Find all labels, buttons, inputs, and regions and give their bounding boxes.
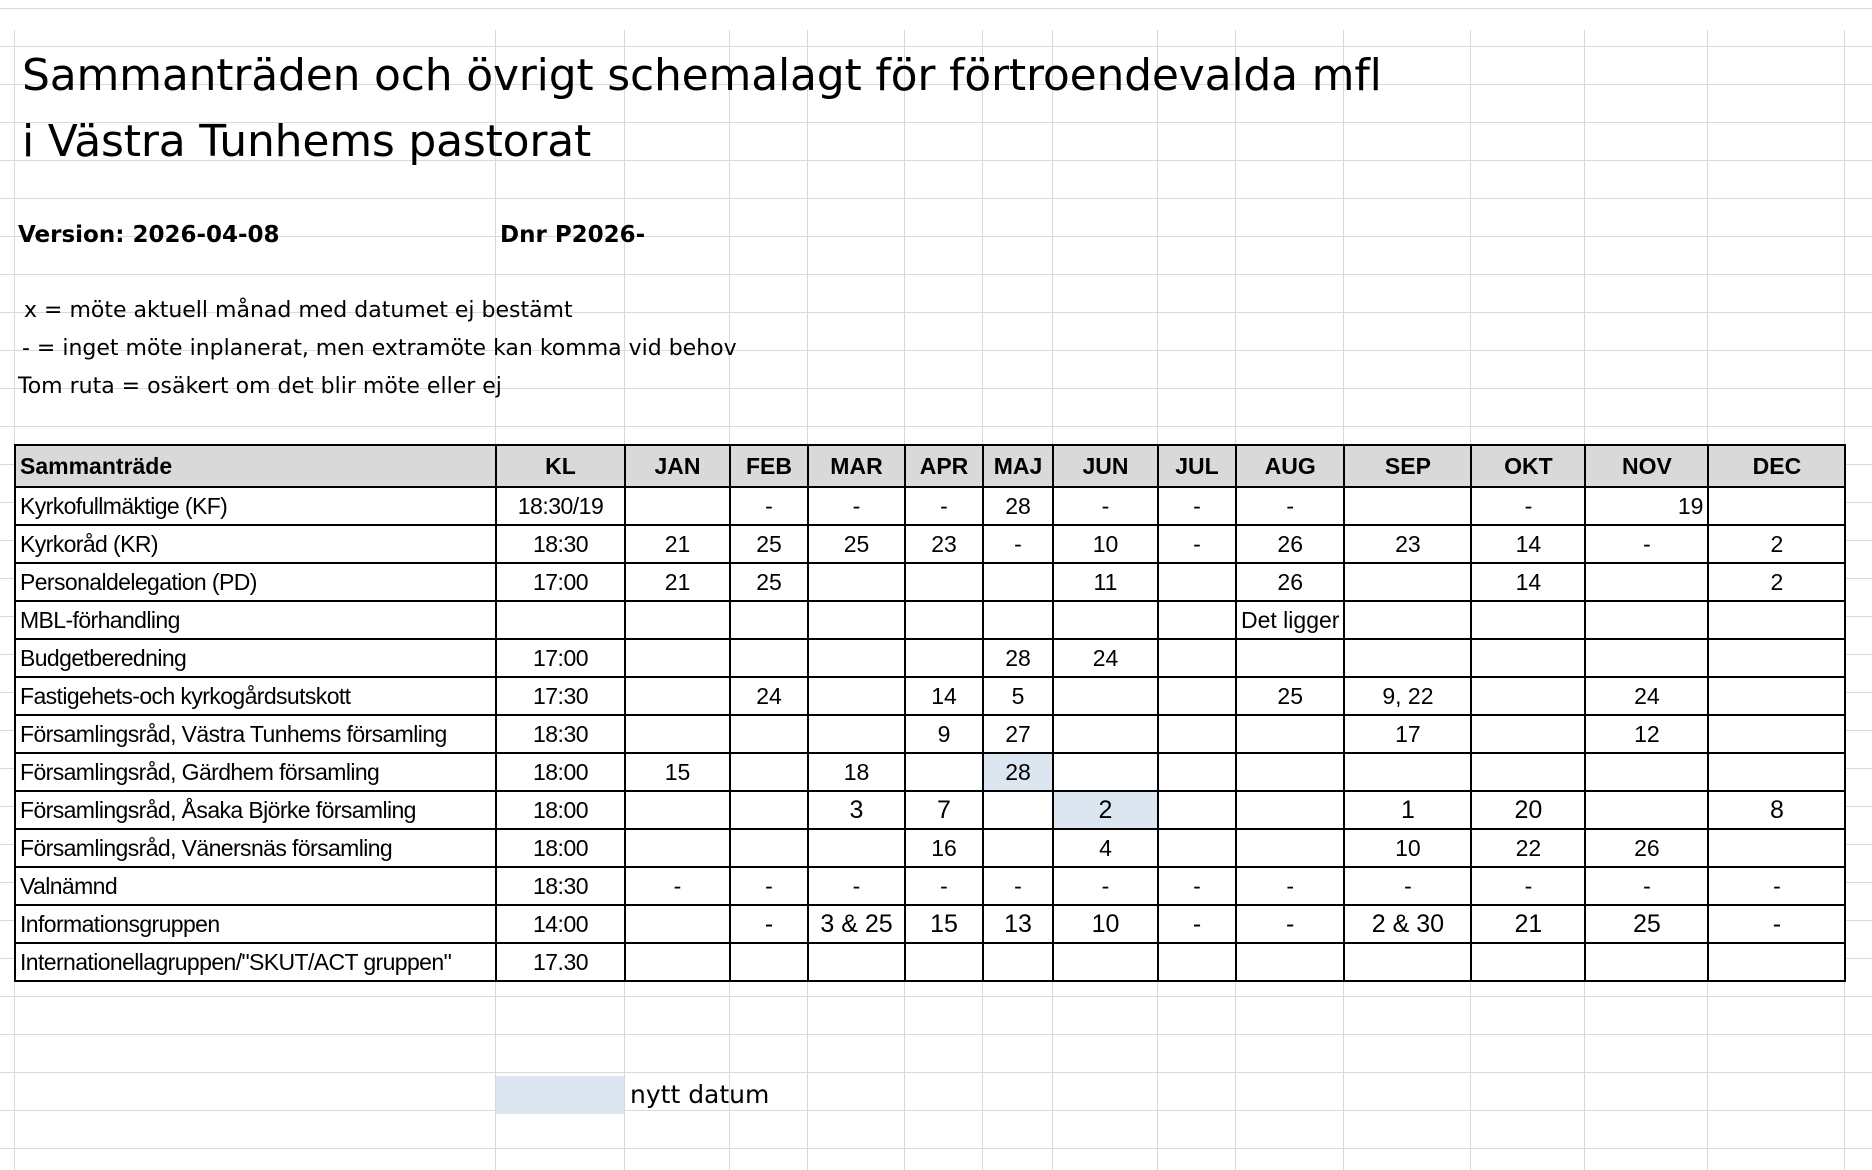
date-cell[interactable] (1053, 677, 1158, 715)
header-cell[interactable]: NOV (1585, 445, 1708, 487)
date-cell[interactable]: 26 (1236, 525, 1344, 563)
date-cell[interactable] (625, 791, 730, 829)
date-cell[interactable] (983, 829, 1053, 867)
table-row (15, 639, 1845, 677)
meeting-name-cell[interactable]: Församlingsråd, Gärdhem församling (15, 753, 496, 791)
date-cell[interactable] (1471, 601, 1585, 639)
date-cell[interactable]: - (808, 867, 905, 905)
date-cell[interactable]: 26 (1585, 829, 1708, 867)
date-cell[interactable] (730, 639, 808, 677)
header-cell[interactable]: DEC (1708, 445, 1845, 487)
date-cell[interactable] (1471, 677, 1585, 715)
header-cell[interactable]: JAN (625, 445, 730, 487)
date-cell[interactable] (730, 791, 808, 829)
time-cell[interactable]: 17:00 (496, 563, 625, 601)
date-cell[interactable] (730, 829, 808, 867)
date-cell[interactable]: - (1158, 525, 1236, 563)
header-cell[interactable]: JUL (1158, 445, 1236, 487)
date-cell[interactable]: - (1158, 867, 1236, 905)
date-cell[interactable] (808, 639, 905, 677)
date-cell[interactable]: 21 (1471, 905, 1585, 943)
meeting-name-cell[interactable]: Informationsgruppen (15, 905, 496, 943)
date-cell[interactable]: 17 (1344, 715, 1471, 753)
date-cell[interactable] (1585, 943, 1708, 981)
date-cell[interactable] (1236, 791, 1344, 829)
date-cell[interactable]: 28 (983, 487, 1053, 525)
time-cell[interactable]: 17.30 (496, 943, 625, 981)
date-cell[interactable]: 5 (983, 677, 1053, 715)
header-cell[interactable]: OKT (1471, 445, 1585, 487)
date-cell[interactable] (1053, 943, 1158, 981)
date-cell[interactable] (905, 753, 983, 791)
date-cell[interactable]: 10 (1053, 525, 1158, 563)
table-row (15, 867, 1845, 905)
date-cell[interactable]: - (1236, 487, 1344, 525)
date-cell[interactable]: 25 (808, 525, 905, 563)
date-cell[interactable]: - (1158, 905, 1236, 943)
date-cell[interactable]: 7 (905, 791, 983, 829)
date-cell[interactable] (625, 829, 730, 867)
date-cell[interactable] (1344, 753, 1471, 791)
date-cell[interactable] (1344, 487, 1471, 525)
date-cell[interactable] (1471, 639, 1585, 677)
time-cell[interactable]: 17:30 (496, 677, 625, 715)
meeting-name-cell[interactable]: MBL-förhandling (15, 601, 496, 639)
meeting-name-cell[interactable]: Fastigehets-och kyrkogårdsutskott (15, 677, 496, 715)
date-cell[interactable]: - (1585, 867, 1708, 905)
date-cell[interactable] (1053, 601, 1158, 639)
time-cell[interactable]: 18:30 (496, 525, 625, 563)
date-cell[interactable]: - (1236, 867, 1344, 905)
date-cell[interactable]: 3 (808, 791, 905, 829)
table-row (15, 791, 1845, 829)
date-cell[interactable] (730, 753, 808, 791)
time-cell[interactable]: 17:00 (496, 639, 625, 677)
date-cell[interactable]: 26 (1236, 563, 1344, 601)
date-cell[interactable]: 23 (1344, 525, 1471, 563)
date-cell[interactable]: 2 (1053, 791, 1158, 829)
meeting-name-cell[interactable]: Valnämnd (15, 867, 496, 905)
date-cell[interactable]: - (730, 487, 808, 525)
date-cell[interactable] (983, 601, 1053, 639)
table-header-row (15, 445, 1845, 487)
legend-x-note: x = möte aktuell månad med datumet ej bestämt (24, 298, 573, 323)
date-cell[interactable]: 21 (625, 563, 730, 601)
date-cell[interactable] (1344, 639, 1471, 677)
date-cell[interactable] (1158, 715, 1236, 753)
date-cell[interactable]: 20 (1471, 791, 1585, 829)
date-cell[interactable]: 16 (905, 829, 983, 867)
date-cell[interactable] (983, 791, 1053, 829)
table-row (15, 753, 1845, 791)
time-cell[interactable]: 14:00 (496, 905, 625, 943)
date-cell[interactable] (1158, 829, 1236, 867)
date-cell[interactable]: - (1708, 867, 1845, 905)
date-cell[interactable] (730, 715, 808, 753)
date-cell[interactable]: - (1053, 487, 1158, 525)
date-cell[interactable] (1344, 563, 1471, 601)
date-cell[interactable] (1158, 753, 1236, 791)
table-row (15, 829, 1845, 867)
header-cell[interactable]: MAJ (983, 445, 1053, 487)
date-cell[interactable]: 22 (1471, 829, 1585, 867)
date-cell[interactable] (1236, 829, 1344, 867)
time-cell[interactable]: 18:30 (496, 867, 625, 905)
table-row (15, 487, 1845, 525)
date-cell[interactable] (905, 639, 983, 677)
date-cell[interactable]: - (905, 487, 983, 525)
date-cell[interactable] (808, 601, 905, 639)
date-cell[interactable]: - (808, 487, 905, 525)
date-cell[interactable] (1708, 829, 1845, 867)
date-cell[interactable]: 9, 22 (1344, 677, 1471, 715)
date-cell[interactable]: - (1585, 525, 1708, 563)
page-title: Sammanträden och övrigt schemalagt för förtroendevalda mfl (22, 50, 1382, 101)
date-cell[interactable] (1344, 601, 1471, 639)
meeting-name-cell[interactable]: Församlingsråd, Västra Tunhems församling (15, 715, 496, 753)
date-cell[interactable]: 13 (983, 905, 1053, 943)
date-cell[interactable]: 21 (625, 525, 730, 563)
date-cell[interactable] (808, 829, 905, 867)
date-cell[interactable]: 2 (1708, 563, 1845, 601)
date-cell[interactable]: 24 (1585, 677, 1708, 715)
table-row (15, 943, 1845, 981)
date-cell[interactable]: 9 (905, 715, 983, 753)
meeting-name-cell[interactable]: Personaldelegation (PD) (15, 563, 496, 601)
version-label: Version: 2026-04-08 (18, 222, 280, 248)
date-cell[interactable] (1471, 715, 1585, 753)
date-cell[interactable]: 10 (1344, 829, 1471, 867)
table-row (15, 563, 1845, 601)
date-cell[interactable]: - (905, 867, 983, 905)
date-cell[interactable] (625, 715, 730, 753)
time-cell[interactable]: 18:30 (496, 715, 625, 753)
date-cell[interactable] (1236, 753, 1344, 791)
date-cell[interactable]: 15 (905, 905, 983, 943)
date-cell[interactable]: 14 (905, 677, 983, 715)
time-cell[interactable] (496, 601, 625, 639)
date-cell[interactable] (1708, 601, 1845, 639)
date-cell[interactable] (1585, 639, 1708, 677)
date-cell[interactable] (1708, 715, 1845, 753)
dnr-label: Dnr P2026- (500, 222, 646, 248)
date-cell[interactable]: 10 (1053, 905, 1158, 943)
date-cell[interactable]: - (1708, 905, 1845, 943)
table-row (15, 677, 1845, 715)
date-cell[interactable] (1708, 639, 1845, 677)
meeting-name-cell[interactable]: Kyrkoråd (KR) (15, 525, 496, 563)
date-cell[interactable] (1158, 639, 1236, 677)
date-cell[interactable]: - (1053, 867, 1158, 905)
date-cell[interactable]: 27 (983, 715, 1053, 753)
time-cell[interactable]: 18:00 (496, 791, 625, 829)
date-cell[interactable]: 1 (1344, 791, 1471, 829)
date-cell[interactable] (730, 601, 808, 639)
header-cell[interactable]: APR (905, 445, 983, 487)
date-cell[interactable] (808, 563, 905, 601)
date-cell[interactable] (1053, 715, 1158, 753)
date-cell[interactable]: - (625, 867, 730, 905)
table-row (15, 525, 1845, 563)
date-cell[interactable]: 19 (1585, 487, 1708, 525)
date-cell[interactable]: - (983, 867, 1053, 905)
date-cell[interactable]: 28 (983, 753, 1053, 791)
header-cell[interactable]: KL (496, 445, 625, 487)
date-cell[interactable] (625, 601, 730, 639)
date-cell[interactable]: - (1158, 487, 1236, 525)
meeting-name-cell[interactable]: Kyrkofullmäktige (KF) (15, 487, 496, 525)
date-cell[interactable] (808, 677, 905, 715)
date-cell[interactable]: - (1471, 867, 1585, 905)
date-cell[interactable]: 18 (808, 753, 905, 791)
date-cell[interactable] (1158, 601, 1236, 639)
date-cell[interactable] (1158, 943, 1236, 981)
date-cell[interactable] (1344, 943, 1471, 981)
table-row (15, 905, 1845, 943)
date-cell[interactable] (1158, 563, 1236, 601)
time-cell[interactable]: 18:30/19 (496, 487, 625, 525)
date-cell[interactable] (1236, 943, 1344, 981)
date-cell[interactable] (1708, 487, 1845, 525)
date-cell[interactable]: 14 (1471, 563, 1585, 601)
date-cell[interactable]: 25 (1236, 677, 1344, 715)
header-cell[interactable]: MAR (808, 445, 905, 487)
table-row (15, 601, 1845, 639)
header-cell[interactable]: SEP (1344, 445, 1471, 487)
header-cell[interactable]: Sammanträde (15, 445, 496, 487)
date-cell[interactable]: Det ligger (1236, 601, 1344, 639)
date-cell[interactable]: - (1236, 905, 1344, 943)
date-cell[interactable]: 11 (1053, 563, 1158, 601)
header-cell[interactable]: JUN (1053, 445, 1158, 487)
date-cell[interactable] (625, 639, 730, 677)
date-cell[interactable] (905, 943, 983, 981)
date-cell[interactable]: 2 & 30 (1344, 905, 1471, 943)
date-cell[interactable]: 3 & 25 (808, 905, 905, 943)
date-cell[interactable]: 25 (1585, 905, 1708, 943)
date-cell[interactable]: 2 (1708, 525, 1845, 563)
date-cell[interactable] (1585, 563, 1708, 601)
meeting-name-cell[interactable]: Internationellagruppen/"SKUT/ACT gruppen" (15, 943, 496, 981)
meeting-name-cell[interactable]: Församlingsråd, Åsaka Björke församling (15, 791, 496, 829)
header-cell[interactable]: FEB (730, 445, 808, 487)
date-cell[interactable]: 4 (1053, 829, 1158, 867)
new-date-swatch (496, 1076, 624, 1114)
date-cell[interactable]: 24 (1053, 639, 1158, 677)
date-cell[interactable] (1708, 943, 1845, 981)
date-cell[interactable] (730, 943, 808, 981)
date-cell[interactable]: - (1471, 487, 1585, 525)
page-subtitle: i Västra Tunhems pastorat (22, 116, 592, 167)
date-cell[interactable] (1158, 677, 1236, 715)
date-cell[interactable] (1471, 753, 1585, 791)
date-cell[interactable] (1236, 715, 1344, 753)
date-cell[interactable] (808, 943, 905, 981)
date-cell[interactable] (1158, 791, 1236, 829)
date-cell[interactable] (1471, 943, 1585, 981)
meeting-name-cell[interactable]: Församlingsråd, Vänersnäs församling (15, 829, 496, 867)
date-cell[interactable] (1708, 753, 1845, 791)
date-cell[interactable]: - (983, 525, 1053, 563)
date-cell[interactable]: - (730, 905, 808, 943)
date-cell[interactable] (905, 563, 983, 601)
date-cell[interactable] (1585, 791, 1708, 829)
date-cell[interactable] (1053, 753, 1158, 791)
meeting-schedule-table (14, 444, 1846, 982)
header-cell[interactable]: AUG (1236, 445, 1344, 487)
time-cell[interactable]: 18:00 (496, 829, 625, 867)
date-cell[interactable]: 25 (730, 563, 808, 601)
legend-empty-note: Tom ruta = osäkert om det blir möte eller ej (18, 374, 502, 399)
new-date-label: nytt datum (630, 1080, 770, 1109)
time-cell[interactable]: 18:00 (496, 753, 625, 791)
meeting-name-cell[interactable]: Budgetberedning (15, 639, 496, 677)
date-cell[interactable] (1708, 677, 1845, 715)
date-cell[interactable] (983, 943, 1053, 981)
date-cell[interactable]: - (730, 867, 808, 905)
date-cell[interactable]: 25 (730, 525, 808, 563)
date-cell[interactable]: 14 (1471, 525, 1585, 563)
date-cell[interactable] (625, 677, 730, 715)
date-cell[interactable] (625, 943, 730, 981)
date-cell[interactable]: 24 (730, 677, 808, 715)
date-cell[interactable] (808, 715, 905, 753)
date-cell[interactable]: 12 (1585, 715, 1708, 753)
date-cell[interactable] (983, 563, 1053, 601)
date-cell[interactable] (1585, 753, 1708, 791)
date-cell[interactable]: 8 (1708, 791, 1845, 829)
date-cell[interactable] (625, 905, 730, 943)
date-cell[interactable]: 15 (625, 753, 730, 791)
date-cell[interactable] (1585, 601, 1708, 639)
date-cell[interactable] (625, 487, 730, 525)
table-row (15, 715, 1845, 753)
date-cell[interactable] (905, 601, 983, 639)
date-cell[interactable]: 23 (905, 525, 983, 563)
legend-dash-note: - = inget möte inplanerat, men extramöte kan komma vid behov (22, 336, 737, 361)
date-cell[interactable]: 28 (983, 639, 1053, 677)
date-cell[interactable] (1236, 639, 1344, 677)
date-cell[interactable]: - (1344, 867, 1471, 905)
